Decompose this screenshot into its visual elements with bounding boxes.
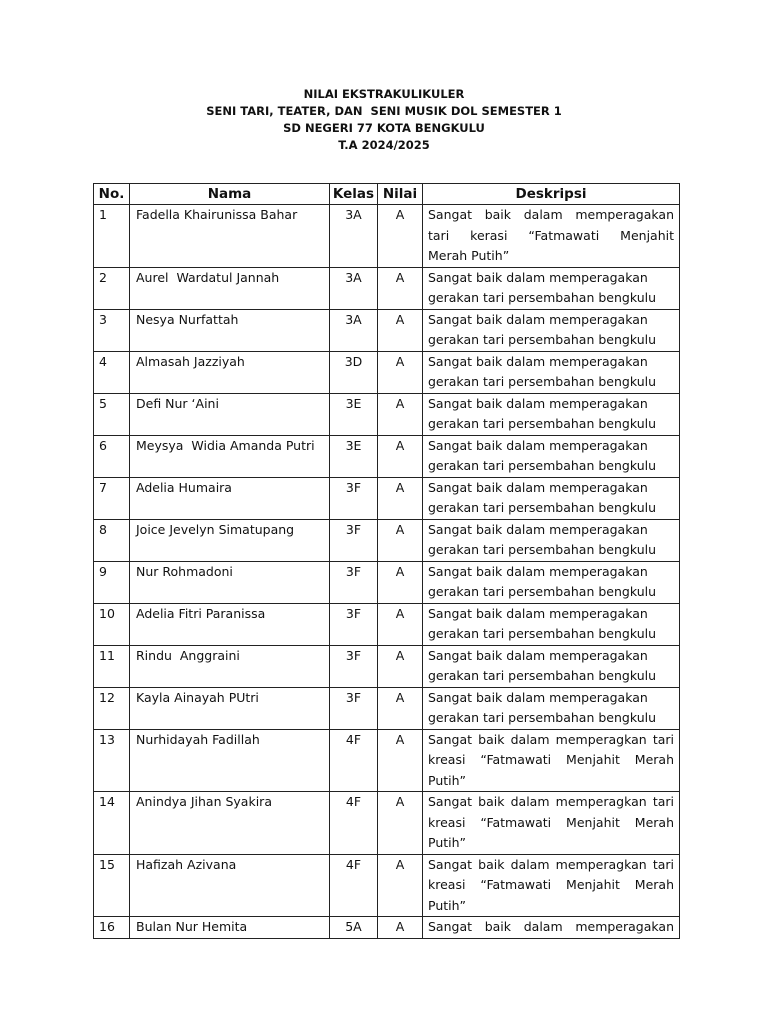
deskripsi-line: Putih” xyxy=(428,897,467,913)
cell-nilai: A xyxy=(378,477,423,519)
deskripsi-line: Sangat baik dalam memperagakan xyxy=(428,605,648,621)
cell-kelas: 3A xyxy=(330,267,378,309)
cell-no: 16 xyxy=(94,917,130,939)
header-nama: Nama xyxy=(130,184,330,205)
cell-deskripsi xyxy=(423,205,680,268)
deskripsi-line: gerakan tari persembahan bengkulu xyxy=(428,584,657,599)
deskripsi-line: Sangat baik dalam memperagkan tari xyxy=(428,794,674,809)
table-row xyxy=(94,561,680,603)
deskripsi-line: tari kerasi “Fatmawati Menjahit xyxy=(428,227,674,243)
cell-nilai: A xyxy=(378,561,423,603)
deskripsi-line: gerakan tari persembahan bengkulu xyxy=(428,542,657,557)
cell-nama: Almasah Jazziyah xyxy=(130,351,330,393)
cell-kelas: 3F xyxy=(330,645,378,687)
cell-no: 4 xyxy=(94,351,130,393)
cell-nama: Hafizah Azivana xyxy=(130,854,330,917)
cell-kelas: 3F xyxy=(330,687,378,729)
deskripsi-line: Sangat baik dalam memperagakan xyxy=(428,269,648,285)
cell-nilai: A xyxy=(378,792,423,855)
cell-nilai: A xyxy=(378,687,423,729)
table-row xyxy=(94,351,680,393)
cell-deskripsi xyxy=(423,477,680,519)
cell-nama: Defi Nur ‘Aini xyxy=(130,393,330,435)
cell-deskripsi xyxy=(423,603,680,645)
cell-nilai: A xyxy=(378,729,423,792)
deskripsi-line: Sangat baik dalam memperagakan xyxy=(428,395,648,411)
deskripsi-line: gerakan tari persembahan bengkulu xyxy=(428,500,657,515)
table-row xyxy=(94,519,680,561)
cell-no: 9 xyxy=(94,561,130,603)
cell-nama: Nurhidayah Fadillah xyxy=(130,729,330,792)
cell-kelas: 3E xyxy=(330,393,378,435)
deskripsi-line: gerakan tari persembahan bengkulu xyxy=(428,416,657,431)
deskripsi-line: gerakan tari persembahan bengkulu xyxy=(428,290,657,305)
deskripsi-line: Sangat baik dalam memperagakan xyxy=(428,437,648,453)
cell-no: 6 xyxy=(94,435,130,477)
cell-deskripsi xyxy=(423,687,680,729)
deskripsi-line: Sangat baik dalam memperagakan xyxy=(428,521,648,537)
deskripsi-line: Putih” xyxy=(428,772,467,788)
table-header-row xyxy=(94,184,680,205)
cell-nilai: A xyxy=(378,267,423,309)
cell-kelas: 3F xyxy=(330,477,378,519)
deskripsi-line: Sangat baik dalam memperagakan xyxy=(428,207,674,222)
table-row xyxy=(94,309,680,351)
header-no: No. xyxy=(94,184,130,205)
cell-no: 11 xyxy=(94,645,130,687)
deskripsi-line: kreasi “Fatmawati Menjahit Merah xyxy=(428,814,674,830)
deskripsi-line: gerakan tari persembahan bengkulu xyxy=(428,374,657,389)
cell-deskripsi xyxy=(423,435,680,477)
table-row xyxy=(94,393,680,435)
cell-nilai: A xyxy=(378,393,423,435)
table-row xyxy=(94,205,680,268)
deskripsi-line: Sangat baik dalam memperagakan xyxy=(428,689,648,705)
cell-nilai: A xyxy=(378,351,423,393)
cell-no: 12 xyxy=(94,687,130,729)
cell-kelas: 4F xyxy=(330,792,378,855)
deskripsi-line: Sangat baik dalam memperagakan xyxy=(428,353,648,369)
cell-nilai: A xyxy=(378,205,423,268)
deskripsi-line: kreasi “Fatmawati Menjahit Merah xyxy=(428,752,674,767)
deskripsi-line: gerakan tari persembahan bengkulu xyxy=(428,710,657,725)
cell-nama: Nur Rohmadoni xyxy=(130,561,330,603)
cell-nama: Aurel Wardatul Jannah xyxy=(130,267,330,309)
document-title xyxy=(0,86,768,154)
deskripsi-line: kreasi “Fatmawati Menjahit Merah xyxy=(428,877,674,892)
deskripsi-line: Sangat baik dalam memperagakan xyxy=(428,919,674,934)
table-row xyxy=(94,729,680,792)
cell-nilai: A xyxy=(378,519,423,561)
cell-kelas: 3A xyxy=(330,205,378,268)
cell-no: 5 xyxy=(94,393,130,435)
cell-deskripsi xyxy=(423,792,680,855)
table-row xyxy=(94,435,680,477)
header-nilai: Nilai xyxy=(378,184,423,205)
table-row xyxy=(94,267,680,309)
table-row xyxy=(94,854,680,917)
cell-no: 7 xyxy=(94,477,130,519)
deskripsi-line: Merah Putih” xyxy=(428,248,510,263)
cell-nilai: A xyxy=(378,645,423,687)
cell-no: 10 xyxy=(94,603,130,645)
cell-kelas: 3F xyxy=(330,561,378,603)
cell-nilai: A xyxy=(378,854,423,917)
cell-deskripsi xyxy=(423,519,680,561)
deskripsi-line: Sangat baik dalam memperagakan xyxy=(428,311,648,327)
cell-nama: Adelia Humaira xyxy=(130,477,330,519)
cell-no: 1 xyxy=(94,205,130,268)
cell-kelas: 4F xyxy=(330,729,378,792)
cell-deskripsi xyxy=(423,645,680,687)
cell-deskripsi xyxy=(423,854,680,917)
cell-nama: Rindu Anggraini xyxy=(130,645,330,687)
table-row xyxy=(94,603,680,645)
cell-kelas: 3E xyxy=(330,435,378,477)
table-row xyxy=(94,917,680,939)
cell-kelas: 5A xyxy=(330,917,378,939)
cell-no: 15 xyxy=(94,854,130,917)
cell-deskripsi xyxy=(423,267,680,309)
deskripsi-line: Sangat baik dalam memperagkan tari xyxy=(428,731,674,747)
deskripsi-line: gerakan tari persembahan bengkulu xyxy=(428,668,657,683)
cell-kelas: 3D xyxy=(330,351,378,393)
cell-nilai: A xyxy=(378,917,423,939)
deskripsi-line: gerakan tari persembahan bengkulu xyxy=(428,332,657,347)
title-line: T.A 2024/2025 xyxy=(338,138,430,152)
cell-nama: Joice Jevelyn Simatupang xyxy=(130,519,330,561)
deskripsi-line: gerakan tari persembahan bengkulu xyxy=(428,626,657,641)
cell-deskripsi xyxy=(423,351,680,393)
cell-nilai: A xyxy=(378,309,423,351)
cell-deskripsi xyxy=(423,561,680,603)
table-row xyxy=(94,687,680,729)
cell-nama: Fadella Khairunissa Bahar xyxy=(130,205,330,268)
cell-nama: Nesya Nurfattah xyxy=(130,309,330,351)
cell-kelas: 3F xyxy=(330,603,378,645)
cell-nama: Anindya Jihan Syakira xyxy=(130,792,330,855)
deskripsi-line: Sangat baik dalam memperagakan xyxy=(428,563,648,579)
title-line: SENI TARI, TEATER, DAN SENI MUSIK DOL SEMESTER 1 xyxy=(206,104,562,118)
cell-nama: Meysya Widia Amanda Putri xyxy=(130,435,330,477)
table-row xyxy=(94,792,680,855)
cell-nilai: A xyxy=(378,603,423,645)
cell-no: 2 xyxy=(94,267,130,309)
cell-kelas: 4F xyxy=(330,854,378,917)
table-row xyxy=(94,477,680,519)
cell-no: 14 xyxy=(94,792,130,855)
deskripsi-line: Sangat baik dalam memperagkan tari xyxy=(428,856,674,872)
deskripsi-line: Putih” xyxy=(428,835,467,850)
cell-deskripsi xyxy=(423,917,680,939)
title-line: NILAI EKSTRAKULIKULER xyxy=(303,87,465,101)
header-kelas: Kelas xyxy=(330,184,378,205)
deskripsi-line: Sangat baik dalam memperagakan xyxy=(428,647,648,663)
title-line: SD NEGERI 77 KOTA BENGKULU xyxy=(283,121,485,135)
cell-nama: Bulan Nur Hemita xyxy=(130,917,330,939)
cell-deskripsi xyxy=(423,309,680,351)
cell-deskripsi xyxy=(423,393,680,435)
cell-nilai: A xyxy=(378,435,423,477)
cell-no: 13 xyxy=(94,729,130,792)
deskripsi-line: Sangat baik dalam memperagakan xyxy=(428,479,648,495)
grades-table xyxy=(93,183,680,939)
table-row xyxy=(94,645,680,687)
cell-nama: Kayla Ainayah PUtri xyxy=(130,687,330,729)
cell-kelas: 3A xyxy=(330,309,378,351)
cell-no: 8 xyxy=(94,519,130,561)
cell-nama: Adelia Fitri Paranissa xyxy=(130,603,330,645)
cell-kelas: 3F xyxy=(330,519,378,561)
cell-no: 3 xyxy=(94,309,130,351)
header-deskripsi: Deskripsi xyxy=(423,184,680,205)
deskripsi-line: gerakan tari persembahan bengkulu xyxy=(428,458,657,473)
cell-deskripsi xyxy=(423,729,680,792)
